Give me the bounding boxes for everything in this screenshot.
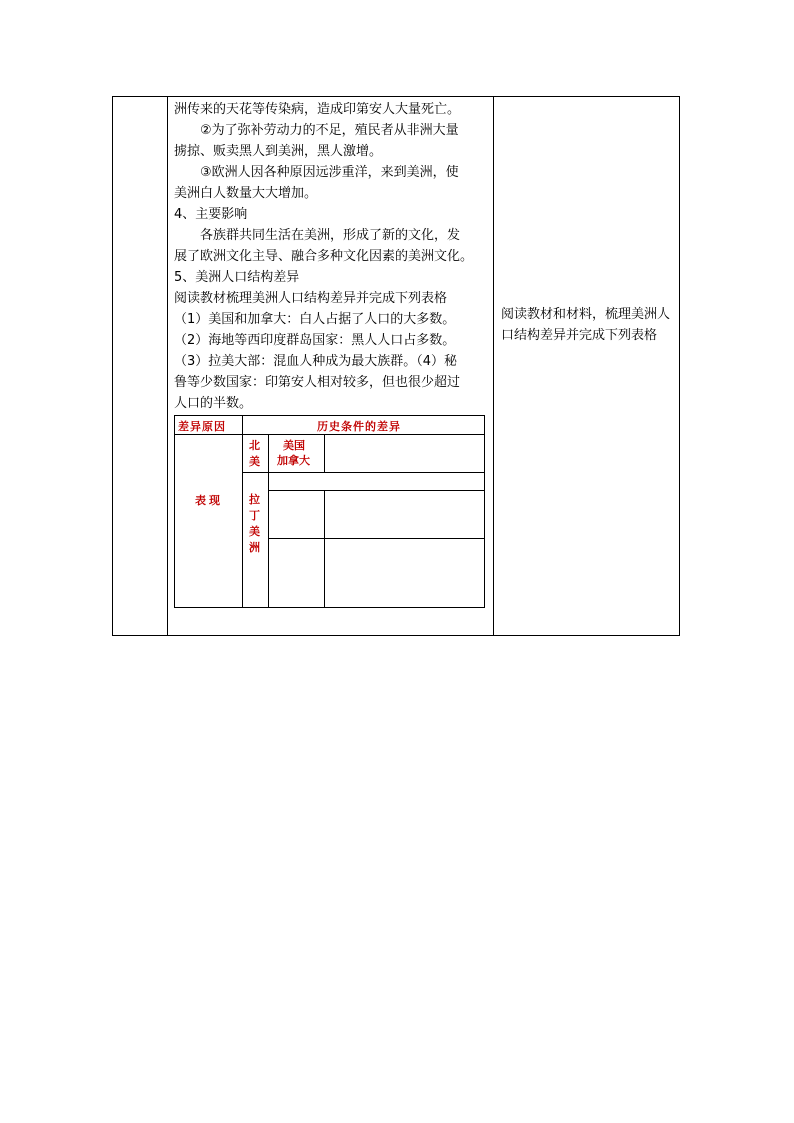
section-heading: 4、主要影响 — [174, 207, 248, 222]
text-line: 掳掠、贩卖黑人到美洲，黑人激增。 — [174, 144, 383, 159]
table-rule — [268, 490, 484, 491]
column-divider — [167, 97, 168, 635]
difference-table — [174, 415, 485, 608]
text-line: 阅读教材梳理美洲人口结构差异并完成下列表格 — [174, 291, 448, 306]
table-rule — [324, 490, 325, 607]
lesson-table — [112, 96, 680, 636]
table-rule — [268, 538, 484, 539]
header-reason: 差异原因 — [178, 420, 226, 433]
label-canada: 加拿大 — [277, 454, 310, 467]
label-usa: 美国 — [283, 439, 305, 452]
text-line: ②为了弥补劳动力的不足，殖民者从非洲大量 — [200, 123, 459, 138]
column-divider — [493, 97, 494, 635]
header-history: 历史条件的差异 — [317, 420, 401, 433]
text-line: 美洲白人数量大大增加。 — [174, 186, 318, 201]
text-line: （2）海地等西印度群岛国家：黑人人口占多数。 — [174, 333, 456, 348]
activity-text: 阅读教材和材料，梳理美洲人口结构差异并完成下列表格 — [501, 307, 671, 343]
table-rule — [242, 472, 484, 473]
text-line: 鲁等少数国家：印第安人相对较多，但也很少超过 — [174, 375, 461, 390]
section-heading: 5、美洲人口结构差异 — [174, 270, 300, 285]
label-latin-america: 拉丁美洲 — [249, 493, 260, 554]
text-line: 人口的半数。 — [174, 396, 253, 411]
table-rule — [268, 434, 269, 607]
label-north-america: 北美 — [249, 439, 260, 468]
table-rule — [324, 434, 325, 472]
text-line: （1）美国和加拿大：白人占据了人口的大多数。 — [174, 312, 456, 327]
table-rule — [242, 416, 243, 607]
text-line: 洲传来的天花等传染病，造成印第安人大量死亡。 — [174, 102, 461, 117]
text-line: （3）拉美大部：混血人种成为最大族群。（4）秘 — [174, 354, 458, 369]
text-line: 各族群共同生活在美洲，形成了新的文化，发 — [200, 228, 461, 243]
main-content — [174, 99, 492, 414]
row-label-performance: 表现 — [195, 494, 223, 507]
table-rule — [175, 434, 484, 435]
text-line: ③欧洲人因各种原因远涉重洋，来到美洲，使 — [200, 165, 459, 180]
text-line: 展了欧洲文化主导、融合多种文化因素的美洲文化。 — [174, 249, 474, 264]
